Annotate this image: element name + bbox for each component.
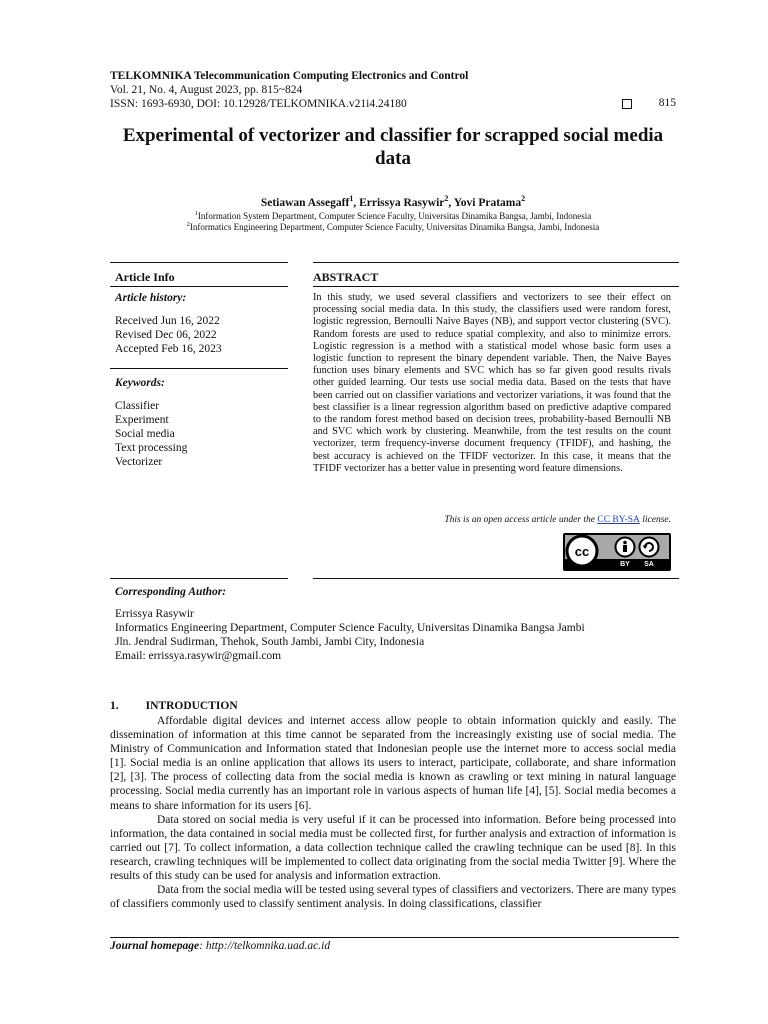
- article-info-heading: Article Info: [115, 270, 175, 284]
- author-list: [110, 194, 676, 209]
- section-title: INTRODUCTION: [145, 700, 238, 712]
- license-prefix: This is an open access article under the: [444, 515, 598, 525]
- paragraph: Affordable digital devices and internet access allow people to obtain information quickly and easily. The dissemination of information at this time cannot be separated from the increasingly existing use of social media. The Ministry of Communication and Information stated that Indonesian people use the internet more to access social media [1]. Social media is an online application that allows its users to interact, participate, collaborate, and share information [2], [3]. The process of collecting data from the social media is known as crawling or text mining in natural language processing. Social media currently has an important role in various aspects of human life [4], [5]. Social media becomes a means to share information for its users [6].: [110, 715, 676, 812]
- author-name: Yovi Pratama: [453, 197, 522, 209]
- abstract-heading: ABSTRACT: [313, 270, 379, 284]
- abstract-text: In this study, we used several classifiers and vectorizers to see their effect on processing social media data. In this study, the classifiers used were random forest, logistic regression, Bernoulli Naive Bayes (NB), and support vector clustering (SVC). Random forests are used to reduce spatial complexity, and also to minimize errors. Logistic regression is a method with a statistical model whose basic form uses a logistic function to represent the binary dependent variable. Then, the Naive Bayes function uses binary elements and SVC which has so far given good results rivals other guided learning. Our tests use social media data. Based on the tests that have been carried out on classifier variations and vectorizer variations, it was found that the best classifier is a linear regression algorithm based on predictive adaptive compared to the random forest method based on decision trees, probability-based Bernoulli NB and SVC which work by clustering. Meanwhile, from the test results on the count vectorizer, term frequency-inverse document frequency (TFIDF), and hashing, the best accuracy is achieved on the TFIDF vectorizer. In this case, it means that the TFIDF vectorizer has a better value in presenting word feature dimensions.: [313, 292, 671, 474]
- divider: [313, 578, 679, 579]
- keyword-list: [115, 399, 285, 469]
- homepage-url[interactable]: : http://telkomnika.uad.ac.id: [199, 940, 331, 952]
- corresponding-address: Jln. Jendral Sudirman, Thehok, South Jambi, Jambi City, Indonesia: [115, 636, 425, 648]
- open-access-note: [313, 515, 671, 525]
- author-affiliation-mark: 2: [521, 194, 526, 204]
- history-list: [115, 314, 285, 356]
- square-icon: [622, 99, 632, 109]
- paragraph: Data from the social media will be tested using several types of classifiers and vectorizers. There are many types of classifiers commonly used to classify sentiment analysis. In doing classifications, classifier: [110, 884, 676, 911]
- author-name: Setiawan Assegaff: [260, 197, 350, 209]
- author-separator: ,: [448, 197, 454, 209]
- svg-text:cc: cc: [574, 544, 590, 559]
- keywords-heading: Keywords:: [115, 377, 165, 389]
- history-heading: Article history:: [115, 292, 187, 304]
- divider: [110, 262, 288, 263]
- paper-title: Experimental of vectorizer and classifier for scrapped social media data: [122, 125, 664, 169]
- affiliation-text: Informatics Engineering Department, Computer Science Faculty, Universitas Dinamika Bangsa, Jambi, Indonesia: [189, 222, 600, 232]
- affiliation-text: Information System Department, Computer Science Faculty, Universitas Dinamika Bangsa, Jambi, Indonesia: [197, 211, 592, 221]
- journal-name: TELKOMNIKA Telecommunication Computing Electronics and Control: [110, 70, 469, 82]
- license-suffix: license.: [639, 515, 671, 525]
- paragraph: Data stored on social media is very useful if it can be processed into information. Before being processed into information, the data contained in social media must be collected first, for further analysis and extraction of information is carried out [7]. To collect information, a data collection technique called the crawling technique can be used [8]. In this research, crawling techniques will be implemented to collect data originating from the social media Twitter [9]. Where the results of this study can be used for analysis and information extraction.: [110, 813, 676, 883]
- affiliation: [110, 211, 676, 222]
- badge-label-sa: SA: [644, 561, 654, 568]
- keyword-item: Social media: [115, 428, 175, 440]
- history-item: Accepted Feb 16, 2023: [115, 343, 222, 355]
- volume-info: Vol. 21, No. 4, August 2023, pp. 815~824: [110, 84, 303, 96]
- affiliation-mark: 1: [194, 210, 198, 217]
- footer-divider: [110, 937, 679, 938]
- history-item: Revised Dec 06, 2022: [115, 329, 217, 341]
- divider: [313, 262, 679, 263]
- keyword-item: Experiment: [115, 414, 169, 426]
- corresponding-heading: Corresponding Author:: [115, 586, 227, 598]
- corresponding-details: [115, 607, 675, 663]
- badge-label-by: BY: [620, 561, 630, 568]
- divider: [313, 286, 679, 287]
- homepage-label: Journal homepage: [110, 940, 200, 952]
- journal-homepage: [110, 940, 330, 952]
- affiliation: [110, 222, 676, 233]
- issn-doi: ISSN: 1693-6930, DOI: 10.12928/TELKOMNIKA.v21i4.24180: [110, 98, 407, 110]
- divider: [110, 578, 288, 579]
- affiliation-mark: 2: [186, 221, 190, 228]
- section-heading: [110, 700, 238, 712]
- corresponding-affiliation: Informatics Engineering Department, Computer Science Faculty, Universitas Dinamika Bangsa Jambi: [115, 622, 585, 634]
- author-name: Errissya Rasywir: [359, 197, 445, 209]
- keyword-item: Vectorizer: [115, 456, 163, 468]
- section-number: 1.: [110, 700, 119, 712]
- introduction-body: [110, 714, 676, 911]
- license-link[interactable]: CC BY-SA: [597, 515, 640, 525]
- author-affiliation-mark: 2: [444, 194, 449, 204]
- history-item: Received Jun 16, 2022: [115, 315, 220, 327]
- author-separator: ,: [353, 197, 360, 209]
- keyword-item: Text processing: [115, 442, 188, 454]
- corresponding-email: Email: errissya.rasywir@gmail.com: [115, 650, 282, 662]
- author-affiliation-mark: 1: [349, 194, 354, 204]
- corresponding-name: Errissya Rasywir: [115, 608, 194, 620]
- divider: [110, 286, 288, 287]
- cc-by-sa-badge[interactable]: [563, 533, 671, 571]
- page-number: 815: [658, 97, 676, 109]
- keyword-item: Classifier: [115, 400, 160, 412]
- divider: [110, 368, 288, 369]
